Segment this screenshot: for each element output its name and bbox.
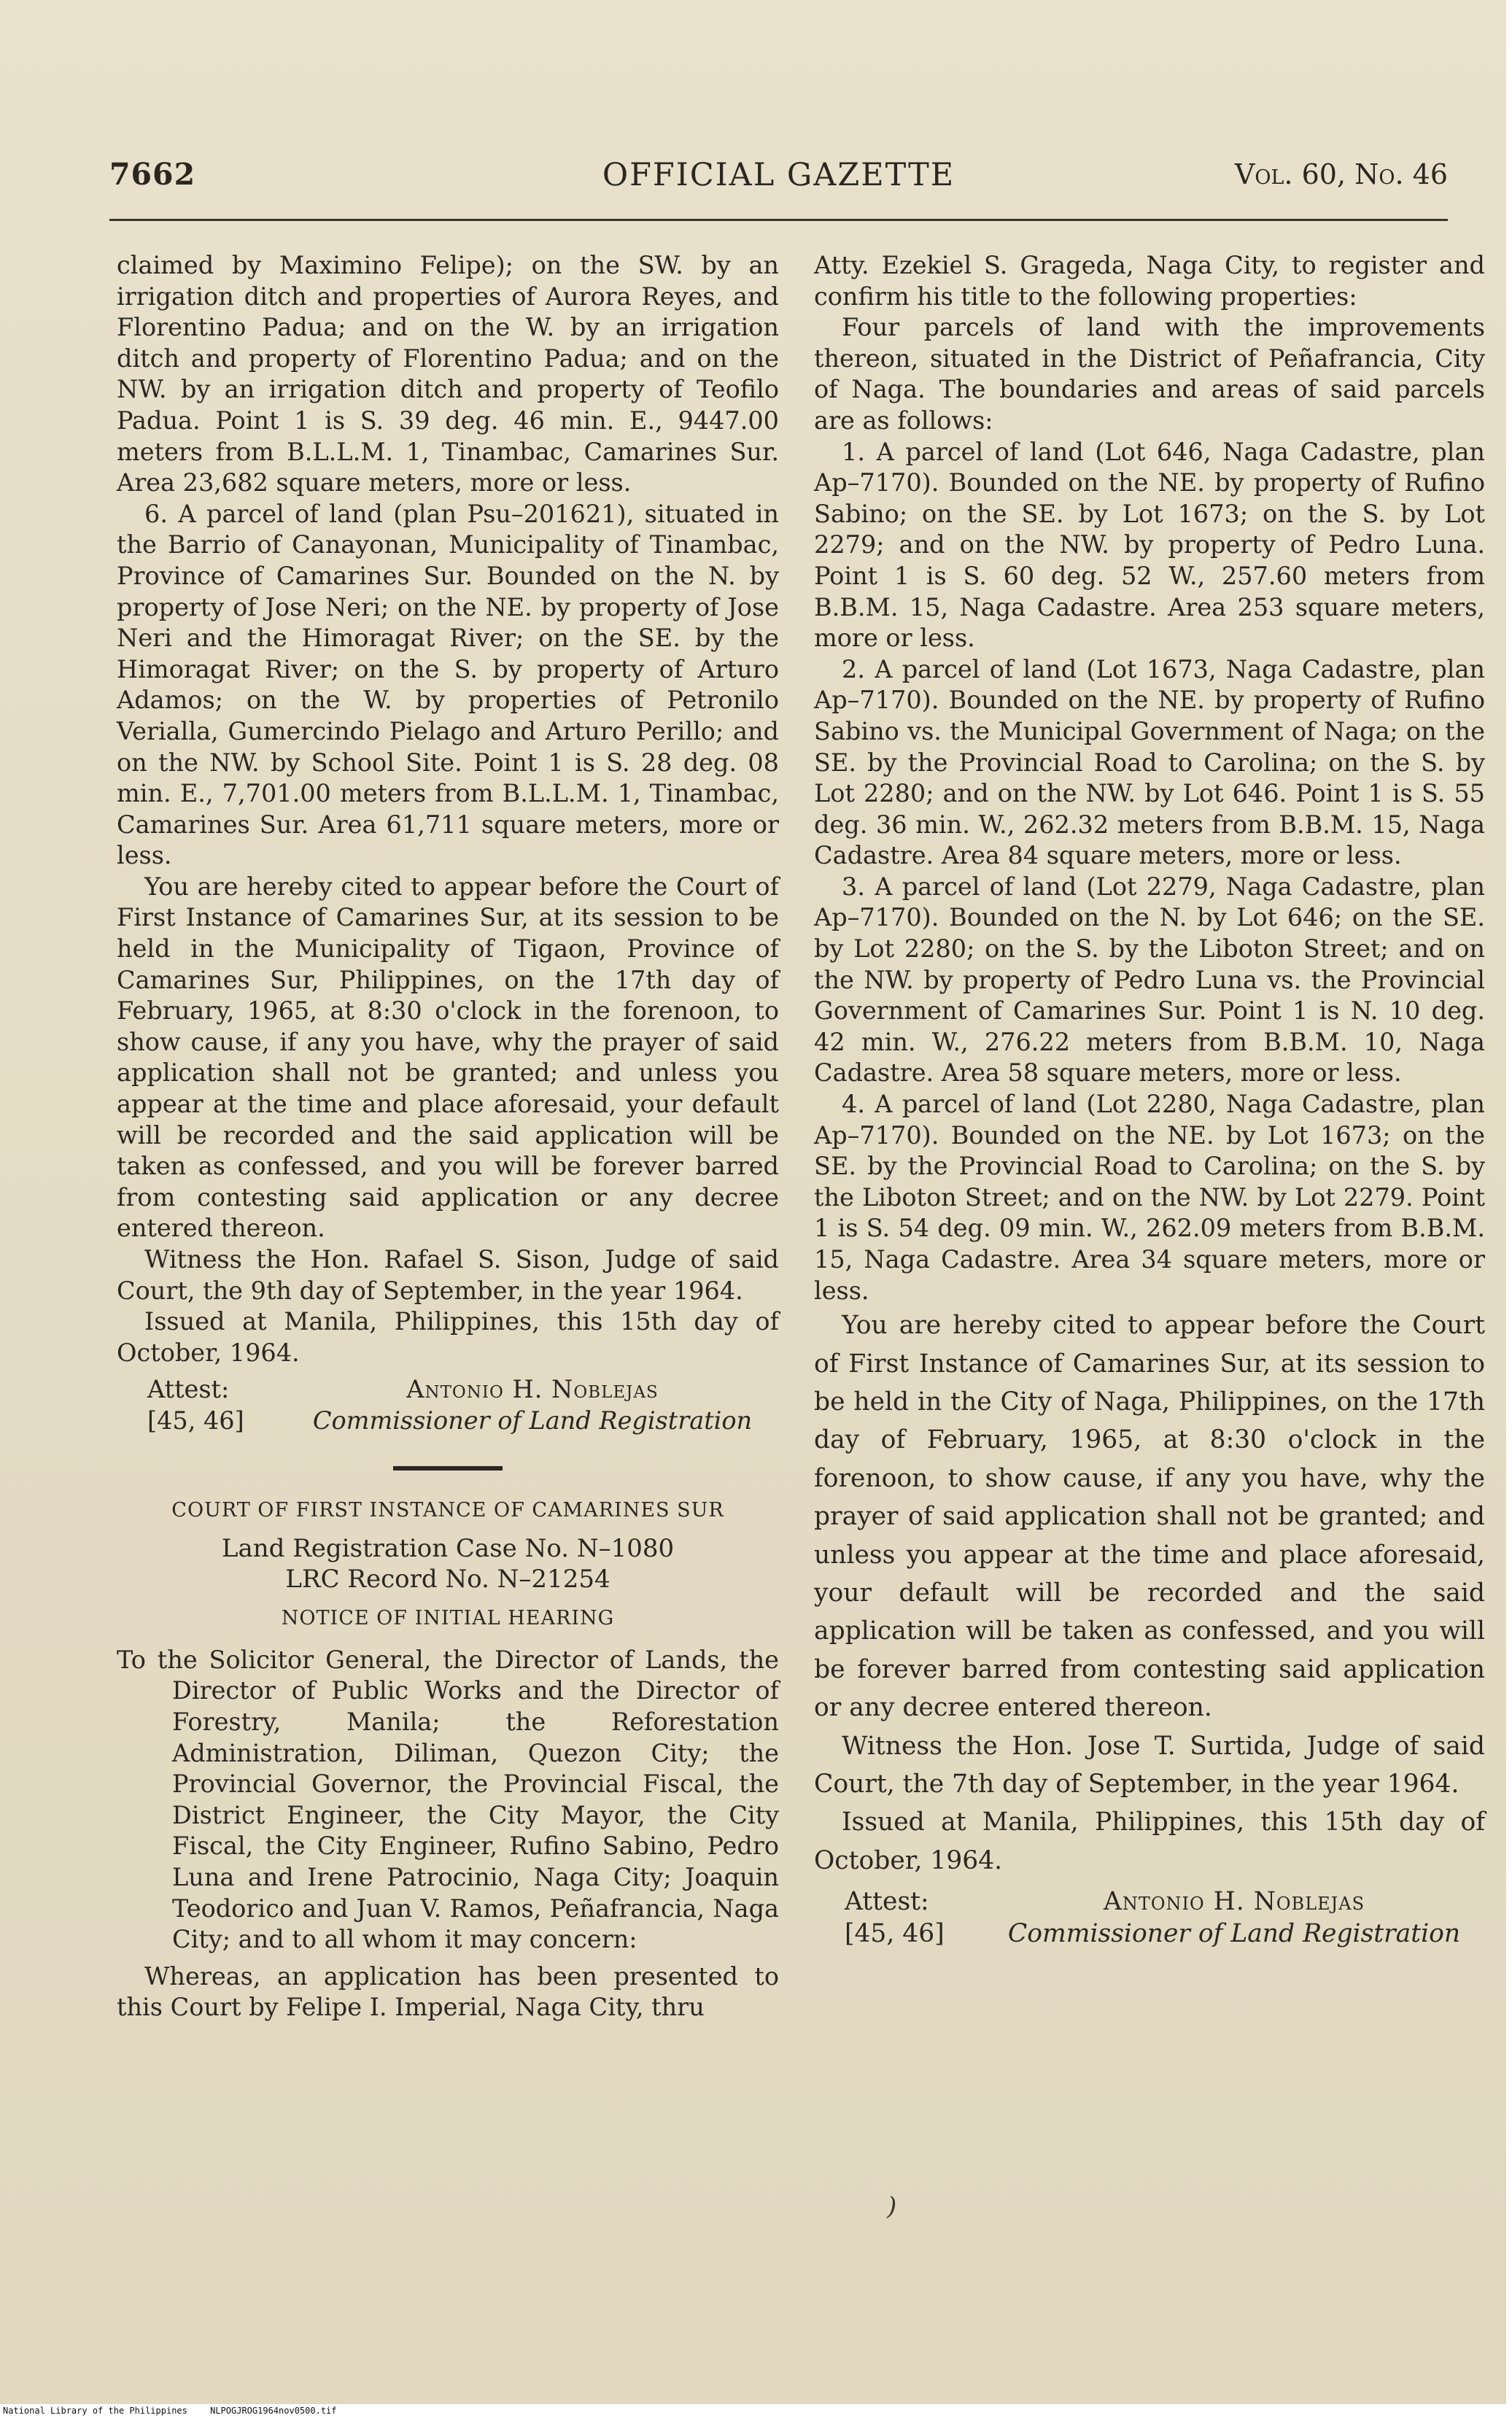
commissioner-title: Commissioner of Land Registration xyxy=(1007,1919,1461,1949)
attestation-block xyxy=(845,1886,1485,1950)
lot-description: 3. A parcel of land (Lot 2279, Naga Cadastre, plan Ap–7170). Bounded on the N. by Lot 646; on the SE. by Lot 2280; on the S. by the Liboton Street; and on the NW. by property of Pedro Luna vs. the Provincial Government of Camarines Sur. Point 1 is N. 10 deg. 42 min. W., 276.22 meters from B.B.M. 10, Naga Cadastre. Area 58 square meters, more or less. xyxy=(814,872,1485,1088)
issue-reference: [45, 46] xyxy=(147,1406,244,1435)
scan-footer xyxy=(0,2404,1512,2418)
paragraph: Issued at Manila, Philippines, this 15th day of October, 1964. xyxy=(117,1307,779,1367)
paragraph: claimed by Maximino Felipe); on the SW. by an irrigation ditch and properties of Aurora Reyes, and Florentino Padua; and on the W. by an irrigation ditch and property of Florentino Padua; and on the NW. by an irrigation ditch and property of Teofilo Padua. Point 1 is S. 39 deg. 46 min. E., 9447.00 meters from B.L.L.M. 1, Tinambac, Camarines Sur. Area 23,682 square meters, more or less. xyxy=(117,251,779,497)
attestation-block xyxy=(147,1374,779,1436)
publication-title: OFFICIAL GAZETTE xyxy=(602,157,955,193)
section-divider xyxy=(393,1466,503,1470)
scan-edge xyxy=(1506,0,1512,2404)
issue-reference: [45, 46] xyxy=(845,1919,945,1949)
attest-label: Attest: xyxy=(147,1375,230,1404)
commissioner-name: Antonio H. Noblejas xyxy=(406,1375,659,1404)
header-rule xyxy=(109,219,1448,221)
notice-address: To the Solicitor General, the Director of Lands, the Director of Public Works and the Director of Forestry, Manila; the Reforestation Administration, Diliman, Quezon City; the Provincial Governor, the Provincial Fiscal, the District Engineer, the City Mayor, the City Fiscal, the City Engineer, Rufino Sabino, Pedro Luna and Irene Patrocinio, Naga City; Joaquin Teodorico and Juan V. Ramos, Peñafrancia, Naga City; and to all whom it may concern: xyxy=(117,1645,779,1954)
paragraph: You are hereby cited to appear before the Court of First Instance of Camarines Sur, at its session to be held in the Municipality of Tigaon, Province of Camarines Sur, Philippines, on the 17th day of February, 1965, at 8:30 o'clock in the forenoon, to show cause, if any you have, why the prayer of said application shall not be granted; and unless you appear at the time and place aforesaid, your default will be recorded and the said application will be taken as confessed, and you will be forever barred from contesting said application or any decree entered thereon. xyxy=(117,872,779,1243)
page-header xyxy=(109,157,1448,201)
lot-description: 4. A parcel of land (Lot 2280, Naga Cadastre, plan Ap–7170). Bounded on the NE. by Lot 1673; on the SE. by the Provincial Road to Carolina; on the S. by the Liboton Street; and on the NW. by Lot 2279. Point 1 is S. 54 deg. 09 min. W., 262.09 meters from B.B.M. 15, Naga Cadastre. Area 34 square meters, more or less. xyxy=(814,1090,1485,1305)
case-number: Land Registration Case No. N–1080 xyxy=(221,1534,675,1564)
paragraph: Whereas, an application has been presented to this Court by Felipe I. Imperial, Naga City, thru xyxy=(117,1961,779,2022)
lot-description: 2. A parcel of land (Lot 1673, Naga Cadastre, plan Ap–7170). Bounded on the NE. by property of Rufino Sabino vs. the Municipal Government of Naga; on the SE. by the Provincial Road to Carolina; on the S. by Lot 2280; and on the NW. by Lot 646. Point 1 is S. 55 deg. 36 min. W., 262.32 meters from B.B.M. 15, Naga Cadastre. Area 84 square meters, more or less. xyxy=(814,654,1485,870)
page-number: 7662 xyxy=(109,157,196,192)
paragraph: 6. A parcel of land (plan Psu–201621), situated in the Barrio of Canayonan, Municipality of Tinambac, Province of Camarines Sur. Bounded on the N. by property of Jose Neri; on the NE. by property of Jose Neri and the Himoragat River; on the SE. by the Himoragat River; on the S. by property of Arturo Adamos; on the W. by properties of Petronilo Verialla, Gumercindo Pielago and Arturo Perillo; and on the NW. by School Site. Point 1 is S. 28 deg. 08 min. E., 7,701.00 meters from B.L.L.M. 1, Tinambac, Camarines Sur. Area 61,711 square meters, more or less. xyxy=(117,499,779,870)
lot-description: 1. A parcel of land (Lot 646, Naga Cadastre, plan Ap–7170). Bounded on the NE. by property of Rufino Sabino; on the SE. by Lot 1673; on the S. by Lot 2279; and on the NW. by property of Pedro Luna. Point 1 is S. 60 deg. 52 W., 257.60 meters from B.B.M. 15, Naga Cadastre. Area 253 square meters, more or less. xyxy=(814,437,1485,653)
paragraph: Atty. Ezekiel S. Grageda, Naga City, to register and confirm his title to the following properties: xyxy=(814,251,1485,311)
attest-label: Attest: xyxy=(845,1887,929,1917)
paragraph: Witness the Hon. Rafael S. Sison, Judge of said Court, the 9th day of September, in the year 1964. xyxy=(117,1245,779,1305)
paragraph: You are hereby cited to appear before the Court of First Instance of Camarines Sur, at its session to be held in the City of Naga, Philippines, on the 17th day of February, 1965, at 8:30 o'clock in the forenoon, to show cause, if any you have, why the prayer of said application shall not be granted; and unless you appear at the time and place aforesaid, your default will be recorded and the said application will be taken as confessed, and you will be forever barred from contesting said application or any decree entered thereon. xyxy=(814,1311,1485,1723)
court-heading: COURT OF FIRST INSTANCE OF CAMARINES SUR xyxy=(171,1498,724,1522)
paragraph: Issued at Manila, Philippines, this 15th day of October, 1964. xyxy=(814,1807,1485,1875)
paragraph: Witness the Hon. Jose T. Surtida, Judge of said Court, the 7th day of September, in the year 1964. xyxy=(814,1731,1485,1799)
right-column xyxy=(814,250,1485,1950)
commissioner-title: Commissioner of Land Registration xyxy=(312,1406,753,1435)
left-column xyxy=(117,250,779,2023)
stray-mark: ) xyxy=(887,2192,897,2221)
library-credit: National Library of the Philippines xyxy=(3,2406,187,2416)
right-column-lower xyxy=(814,1306,1485,1950)
commissioner-name: Antonio H. Noblejas xyxy=(1103,1887,1365,1917)
scan-filename: NLPOGJROG1964nov0500.tif xyxy=(210,2406,337,2416)
paragraph: Four parcels of land with the improvements thereon, situated in the District of Peñafrancia, City of Naga. The boundaries and areas of said parcels are as follows: xyxy=(814,313,1485,435)
volume-number: Vol. 60, No. 46 xyxy=(1234,158,1448,190)
notice-heading: NOTICE OF INITIAL HEARING xyxy=(281,1607,615,1630)
record-number: LRC Record No. N–21254 xyxy=(285,1565,610,1594)
